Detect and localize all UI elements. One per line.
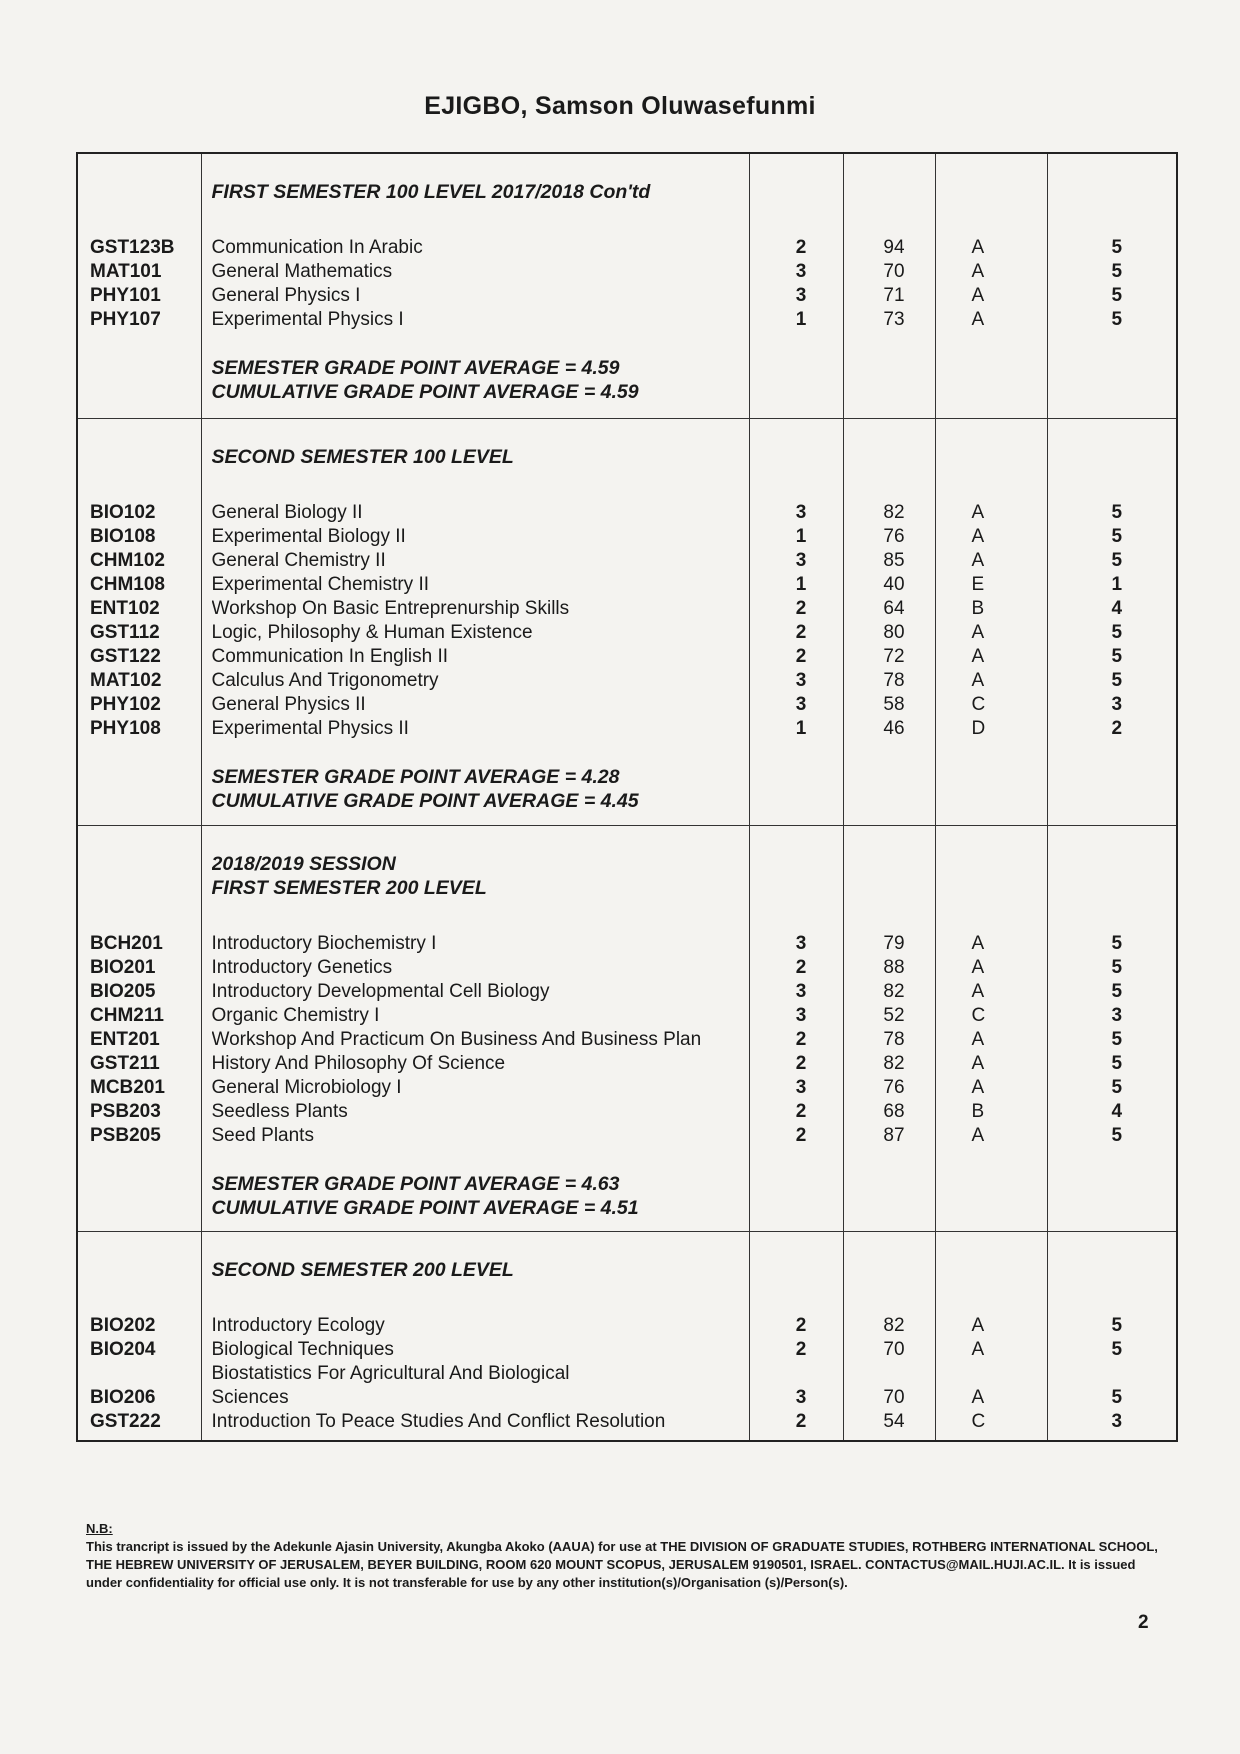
course-score: 82 xyxy=(883,980,905,1002)
section-row xyxy=(77,1232,1177,1441)
course-title: Introductory Developmental Cell Biology xyxy=(211,980,550,1002)
course-title: Communication In English II xyxy=(211,646,449,668)
course-unit: 2 xyxy=(795,1339,807,1361)
course-point: 5 xyxy=(1111,285,1123,306)
course-code: CHM102 xyxy=(90,550,165,572)
course-code: BIO202 xyxy=(90,1315,156,1337)
heading-spacer xyxy=(844,419,935,501)
course-score: 78 xyxy=(883,670,905,692)
heading-spacer xyxy=(1048,419,1177,501)
course-unit: 2 xyxy=(795,1052,807,1074)
section-heading xyxy=(202,419,749,501)
course-grade: A xyxy=(971,1028,985,1050)
course-code: MAT102 xyxy=(90,670,162,692)
heading-spacer xyxy=(844,826,935,932)
nb-label: N.B: xyxy=(86,1521,113,1536)
cumulative-gpa: CUMULATIVE GRADE POINT AVERAGE = 4.51 xyxy=(211,1196,639,1219)
col-point xyxy=(1047,1232,1177,1441)
semester-gpa: SEMESTER GRADE POINT AVERAGE = 4.63 xyxy=(211,1172,620,1195)
course-title: Experimental Biology II xyxy=(211,526,406,548)
course-title: Introduction To Peace Studies And Conflict Resolution xyxy=(211,1411,666,1433)
course-score: 58 xyxy=(883,694,905,716)
course-grade: C xyxy=(971,1004,986,1026)
course-point: 5 xyxy=(1111,502,1123,524)
col-point xyxy=(1047,825,1177,1232)
course-point: 1 xyxy=(1111,574,1123,596)
course-grade: D xyxy=(971,718,986,740)
heading-spacer xyxy=(936,419,1047,501)
course-unit: 1 xyxy=(795,526,807,548)
course-score: 82 xyxy=(883,502,905,524)
course-score: 94 xyxy=(883,237,905,258)
course-code: BIO108 xyxy=(90,526,156,548)
course-grade: A xyxy=(971,1124,985,1146)
course-grade: B xyxy=(971,1100,985,1122)
course-grade: A xyxy=(971,980,985,1002)
course-grade: A xyxy=(971,237,985,258)
course-point: 5 xyxy=(1111,526,1123,548)
course-code: BIO201 xyxy=(90,956,156,978)
course-unit: 3 xyxy=(795,1387,807,1409)
course-point: 4 xyxy=(1111,598,1123,620)
semester-gpa: SEMESTER GRADE POINT AVERAGE = 4.59 xyxy=(211,357,620,379)
course-unit: 3 xyxy=(795,932,807,954)
col-grade xyxy=(935,419,1047,826)
course-unit: 2 xyxy=(795,956,807,978)
cumulative-gpa: CUMULATIVE GRADE POINT AVERAGE = 4.59 xyxy=(211,381,639,403)
course-grade: A xyxy=(971,285,985,306)
course-unit: 2 xyxy=(795,1100,807,1122)
course-code: BIO204 xyxy=(90,1339,156,1361)
footer-text: This trancript is issued by the Adekunle Ajasin University, Akungba Akoko (AAUA) for use at THE DIVISION OF GRADUATE STUDIES, ROTHBERG INTERNATIONAL SCHOOL, THE HEBREW UNIVERSITY OF JERUSALEM, BEYER BUILDING, ROOM 620 MOUNT SCOPUS, JERUSALEM 9190501, ISRAEL. CONTACTUS@MAIL.HUJI.AC.IL. It is issued under confidentiality for official use only. It is not transferable for use by any other institution(s)/Organisation (s)/Person(s). xyxy=(86,1539,1158,1590)
course-title: General Physics II xyxy=(211,694,366,716)
course-grade: A xyxy=(971,502,985,524)
course-point: 5 xyxy=(1111,237,1123,258)
course-code: PHY101 xyxy=(90,285,161,306)
line-spacer xyxy=(1058,1362,1177,1386)
course-point: 4 xyxy=(1111,1100,1123,1122)
course-unit: 3 xyxy=(795,1076,807,1098)
heading-spacer xyxy=(750,419,843,501)
course-unit: 1 xyxy=(795,718,807,740)
col-score xyxy=(843,825,935,1232)
section-heading-line: SECOND SEMESTER 200 LEVEL xyxy=(211,1259,514,1282)
course-score: 70 xyxy=(883,1387,905,1409)
course-code: GST123B xyxy=(90,237,175,258)
course-point: 5 xyxy=(1111,646,1123,668)
student-name: EJIGBO, Samson Oluwasefunmi xyxy=(424,92,816,120)
course-title: Workshop And Practicum On Business And Business Plan xyxy=(211,1028,702,1050)
course-code: GST112 xyxy=(90,622,160,644)
course-score: 64 xyxy=(883,598,905,620)
course-title: General Microbiology I xyxy=(211,1076,402,1098)
course-grade: A xyxy=(971,309,985,330)
course-grade: A xyxy=(971,1387,985,1409)
course-score: 79 xyxy=(883,932,905,954)
course-score: 68 xyxy=(883,1100,905,1122)
col-title xyxy=(201,1232,749,1441)
course-score: 80 xyxy=(883,622,905,644)
col-title xyxy=(201,825,749,1232)
course-title: Experimental Physics II xyxy=(211,718,409,740)
course-title: Introductory Biochemistry I xyxy=(211,932,437,954)
col-score xyxy=(843,153,935,419)
course-unit: 3 xyxy=(795,550,807,572)
section-heading xyxy=(202,154,749,236)
course-code: BCH201 xyxy=(90,932,163,954)
course-score: 78 xyxy=(883,1028,905,1050)
col-title xyxy=(201,419,749,826)
course-grade: A xyxy=(971,670,985,692)
course-unit: 1 xyxy=(795,309,807,330)
course-score: 40 xyxy=(883,574,905,596)
course-grade: A xyxy=(971,550,985,572)
course-grade: A xyxy=(971,932,985,954)
heading-spacer xyxy=(78,154,201,236)
course-score: 82 xyxy=(883,1052,905,1074)
course-title: Biostatistics For Agricultural And Biological xyxy=(211,1363,570,1385)
course-point: 3 xyxy=(1111,1004,1123,1026)
course-grade: A xyxy=(971,622,985,644)
course-point: 5 xyxy=(1111,309,1123,330)
course-score: 70 xyxy=(883,1339,905,1361)
course-title: Experimental Physics I xyxy=(211,309,404,330)
course-code: PHY107 xyxy=(90,309,161,330)
course-score: 72 xyxy=(883,646,905,668)
heading-spacer xyxy=(1048,1232,1177,1314)
course-title: Communication In Arabic xyxy=(211,237,423,258)
course-code: CHM211 xyxy=(90,1004,164,1026)
course-grade: A xyxy=(971,1052,985,1074)
course-unit: 3 xyxy=(795,502,807,524)
course-title: General Physics I xyxy=(211,285,361,306)
course-grade: A xyxy=(971,956,985,978)
page-number: 2 xyxy=(1138,1612,1149,1633)
section-row xyxy=(77,825,1177,1232)
course-grade: C xyxy=(971,1411,986,1433)
course-code: BIO205 xyxy=(90,980,156,1002)
col-code xyxy=(77,153,201,419)
course-unit: 2 xyxy=(795,598,807,620)
course-grade: B xyxy=(971,598,985,620)
course-point: 5 xyxy=(1111,1028,1123,1050)
heading-spacer xyxy=(78,826,201,932)
course-point: 5 xyxy=(1111,261,1123,282)
course-score: 82 xyxy=(883,1315,905,1337)
heading-spacer xyxy=(1048,826,1177,932)
course-grade: A xyxy=(971,1315,985,1337)
course-score: 71 xyxy=(883,285,905,306)
course-score: 70 xyxy=(883,261,905,282)
section-heading-line: SECOND SEMESTER 100 LEVEL xyxy=(211,446,514,469)
course-grade: A xyxy=(971,1076,985,1098)
section-row xyxy=(77,153,1177,419)
col-code xyxy=(77,1232,201,1441)
col-score xyxy=(843,419,935,826)
course-point: 5 xyxy=(1111,670,1123,692)
col-title xyxy=(201,153,749,419)
col-grade xyxy=(935,153,1047,419)
course-score: 73 xyxy=(883,309,905,330)
course-code: GST222 xyxy=(90,1411,161,1433)
heading-spacer xyxy=(750,1232,843,1314)
course-unit: 3 xyxy=(795,670,807,692)
col-score xyxy=(843,1232,935,1441)
line-spacer xyxy=(854,1362,935,1386)
course-unit: 2 xyxy=(795,1124,807,1146)
course-score: 76 xyxy=(883,526,905,548)
col-grade xyxy=(935,1232,1047,1441)
course-unit: 3 xyxy=(795,285,807,306)
course-point: 5 xyxy=(1111,1076,1123,1098)
heading-spacer xyxy=(844,154,935,236)
course-code: MCB201 xyxy=(90,1076,165,1098)
cumulative-gpa: CUMULATIVE GRADE POINT AVERAGE = 4.45 xyxy=(211,790,639,813)
course-unit: 1 xyxy=(795,574,807,596)
course-unit: 3 xyxy=(795,694,807,716)
course-grade: C xyxy=(971,694,986,716)
heading-spacer xyxy=(936,154,1047,236)
course-point: 5 xyxy=(1111,956,1123,978)
course-unit: 3 xyxy=(795,261,807,282)
course-point: 5 xyxy=(1111,1387,1123,1409)
col-code xyxy=(77,419,201,826)
transcript-table xyxy=(76,152,1178,1442)
course-title: Biological Techniques xyxy=(211,1339,394,1361)
course-title: General Mathematics xyxy=(211,261,393,282)
course-title: General Biology II xyxy=(211,502,363,524)
course-point: 5 xyxy=(1111,1124,1123,1146)
course-unit: 2 xyxy=(795,622,807,644)
course-point: 5 xyxy=(1111,932,1123,954)
course-point: 5 xyxy=(1111,622,1123,644)
heading-spacer xyxy=(936,826,1047,932)
course-score: 54 xyxy=(883,1411,905,1433)
gpa-block xyxy=(202,332,749,404)
course-score: 52 xyxy=(883,1004,905,1026)
course-point: 5 xyxy=(1111,1339,1123,1361)
course-point: 5 xyxy=(1111,1052,1123,1074)
course-code: GST122 xyxy=(90,646,161,668)
course-grade: A xyxy=(971,1339,985,1361)
gpa-block xyxy=(202,741,749,813)
course-unit: 2 xyxy=(795,1315,807,1337)
footer-note xyxy=(86,1520,1166,1592)
section-row xyxy=(77,419,1177,826)
col-unit xyxy=(749,1232,843,1441)
course-code: BIO206 xyxy=(90,1387,156,1409)
course-code: PHY108 xyxy=(90,718,161,740)
course-point: 3 xyxy=(1111,694,1123,716)
course-title: Logic, Philosophy & Human Existence xyxy=(211,622,533,644)
course-code: ENT201 xyxy=(90,1028,160,1050)
course-code: ENT102 xyxy=(90,598,160,620)
course-point: 5 xyxy=(1111,1315,1123,1337)
section-heading-line: FIRST SEMESTER 200 LEVEL xyxy=(211,876,487,899)
section-heading-line: 2018/2019 SESSION xyxy=(211,852,396,875)
course-unit: 2 xyxy=(795,1028,807,1050)
course-code: CHM108 xyxy=(90,574,165,596)
course-score: 85 xyxy=(883,550,905,572)
course-title: Calculus And Trigonometry xyxy=(211,670,439,692)
course-title: Experimental Chemistry II xyxy=(211,574,430,596)
course-title: Workshop On Basic Entreprenurship Skills xyxy=(211,598,570,620)
line-spacer xyxy=(90,1362,201,1386)
course-point: 5 xyxy=(1111,550,1123,572)
course-unit: 3 xyxy=(795,980,807,1002)
heading-spacer xyxy=(750,154,843,236)
col-grade xyxy=(935,825,1047,1232)
heading-spacer xyxy=(78,419,201,501)
course-score: 76 xyxy=(883,1076,905,1098)
gpa-block xyxy=(202,1148,749,1220)
col-unit xyxy=(749,825,843,1232)
line-spacer xyxy=(760,1362,843,1386)
heading-spacer xyxy=(750,826,843,932)
section-heading xyxy=(202,826,749,932)
course-title: Seed Plants xyxy=(211,1124,314,1146)
course-point: 5 xyxy=(1111,980,1123,1002)
heading-spacer xyxy=(936,1232,1047,1314)
col-code xyxy=(77,825,201,1232)
col-unit xyxy=(749,153,843,419)
heading-spacer xyxy=(78,1232,201,1314)
course-title: Sciences xyxy=(211,1387,289,1409)
course-title: History And Philosophy Of Science xyxy=(211,1052,506,1074)
course-code: BIO102 xyxy=(90,502,156,524)
course-grade: A xyxy=(971,646,985,668)
section-heading xyxy=(202,1232,749,1314)
course-code: PSB205 xyxy=(90,1124,161,1146)
course-grade: A xyxy=(971,261,985,282)
course-code: MAT101 xyxy=(90,261,162,282)
course-point: 3 xyxy=(1111,1411,1123,1433)
col-point xyxy=(1047,153,1177,419)
heading-spacer xyxy=(844,1232,935,1314)
course-grade: A xyxy=(971,526,985,548)
course-unit: 2 xyxy=(795,1411,807,1433)
course-unit: 2 xyxy=(795,646,807,668)
line-spacer xyxy=(946,1362,1047,1386)
course-score: 87 xyxy=(883,1124,905,1146)
semester-gpa: SEMESTER GRADE POINT AVERAGE = 4.28 xyxy=(211,766,620,789)
course-title: Seedless Plants xyxy=(211,1100,348,1122)
course-code: PSB203 xyxy=(90,1100,161,1122)
section-heading-line: FIRST SEMESTER 100 LEVEL 2017/2018 Con'td xyxy=(211,181,651,203)
course-code: PHY102 xyxy=(90,694,161,716)
heading-spacer xyxy=(1048,154,1177,236)
course-title: Introductory Ecology xyxy=(211,1315,385,1337)
course-title: General Chemistry II xyxy=(211,550,386,572)
course-code: GST211 xyxy=(90,1052,160,1074)
course-unit: 2 xyxy=(795,237,807,258)
course-score: 88 xyxy=(883,956,905,978)
course-title: Introductory Genetics xyxy=(211,956,393,978)
col-unit xyxy=(749,419,843,826)
course-unit: 3 xyxy=(795,1004,807,1026)
course-score: 46 xyxy=(883,718,905,740)
col-point xyxy=(1047,419,1177,826)
course-title: Organic Chemistry I xyxy=(211,1004,380,1026)
course-grade: E xyxy=(971,574,985,596)
course-point: 2 xyxy=(1111,718,1123,740)
